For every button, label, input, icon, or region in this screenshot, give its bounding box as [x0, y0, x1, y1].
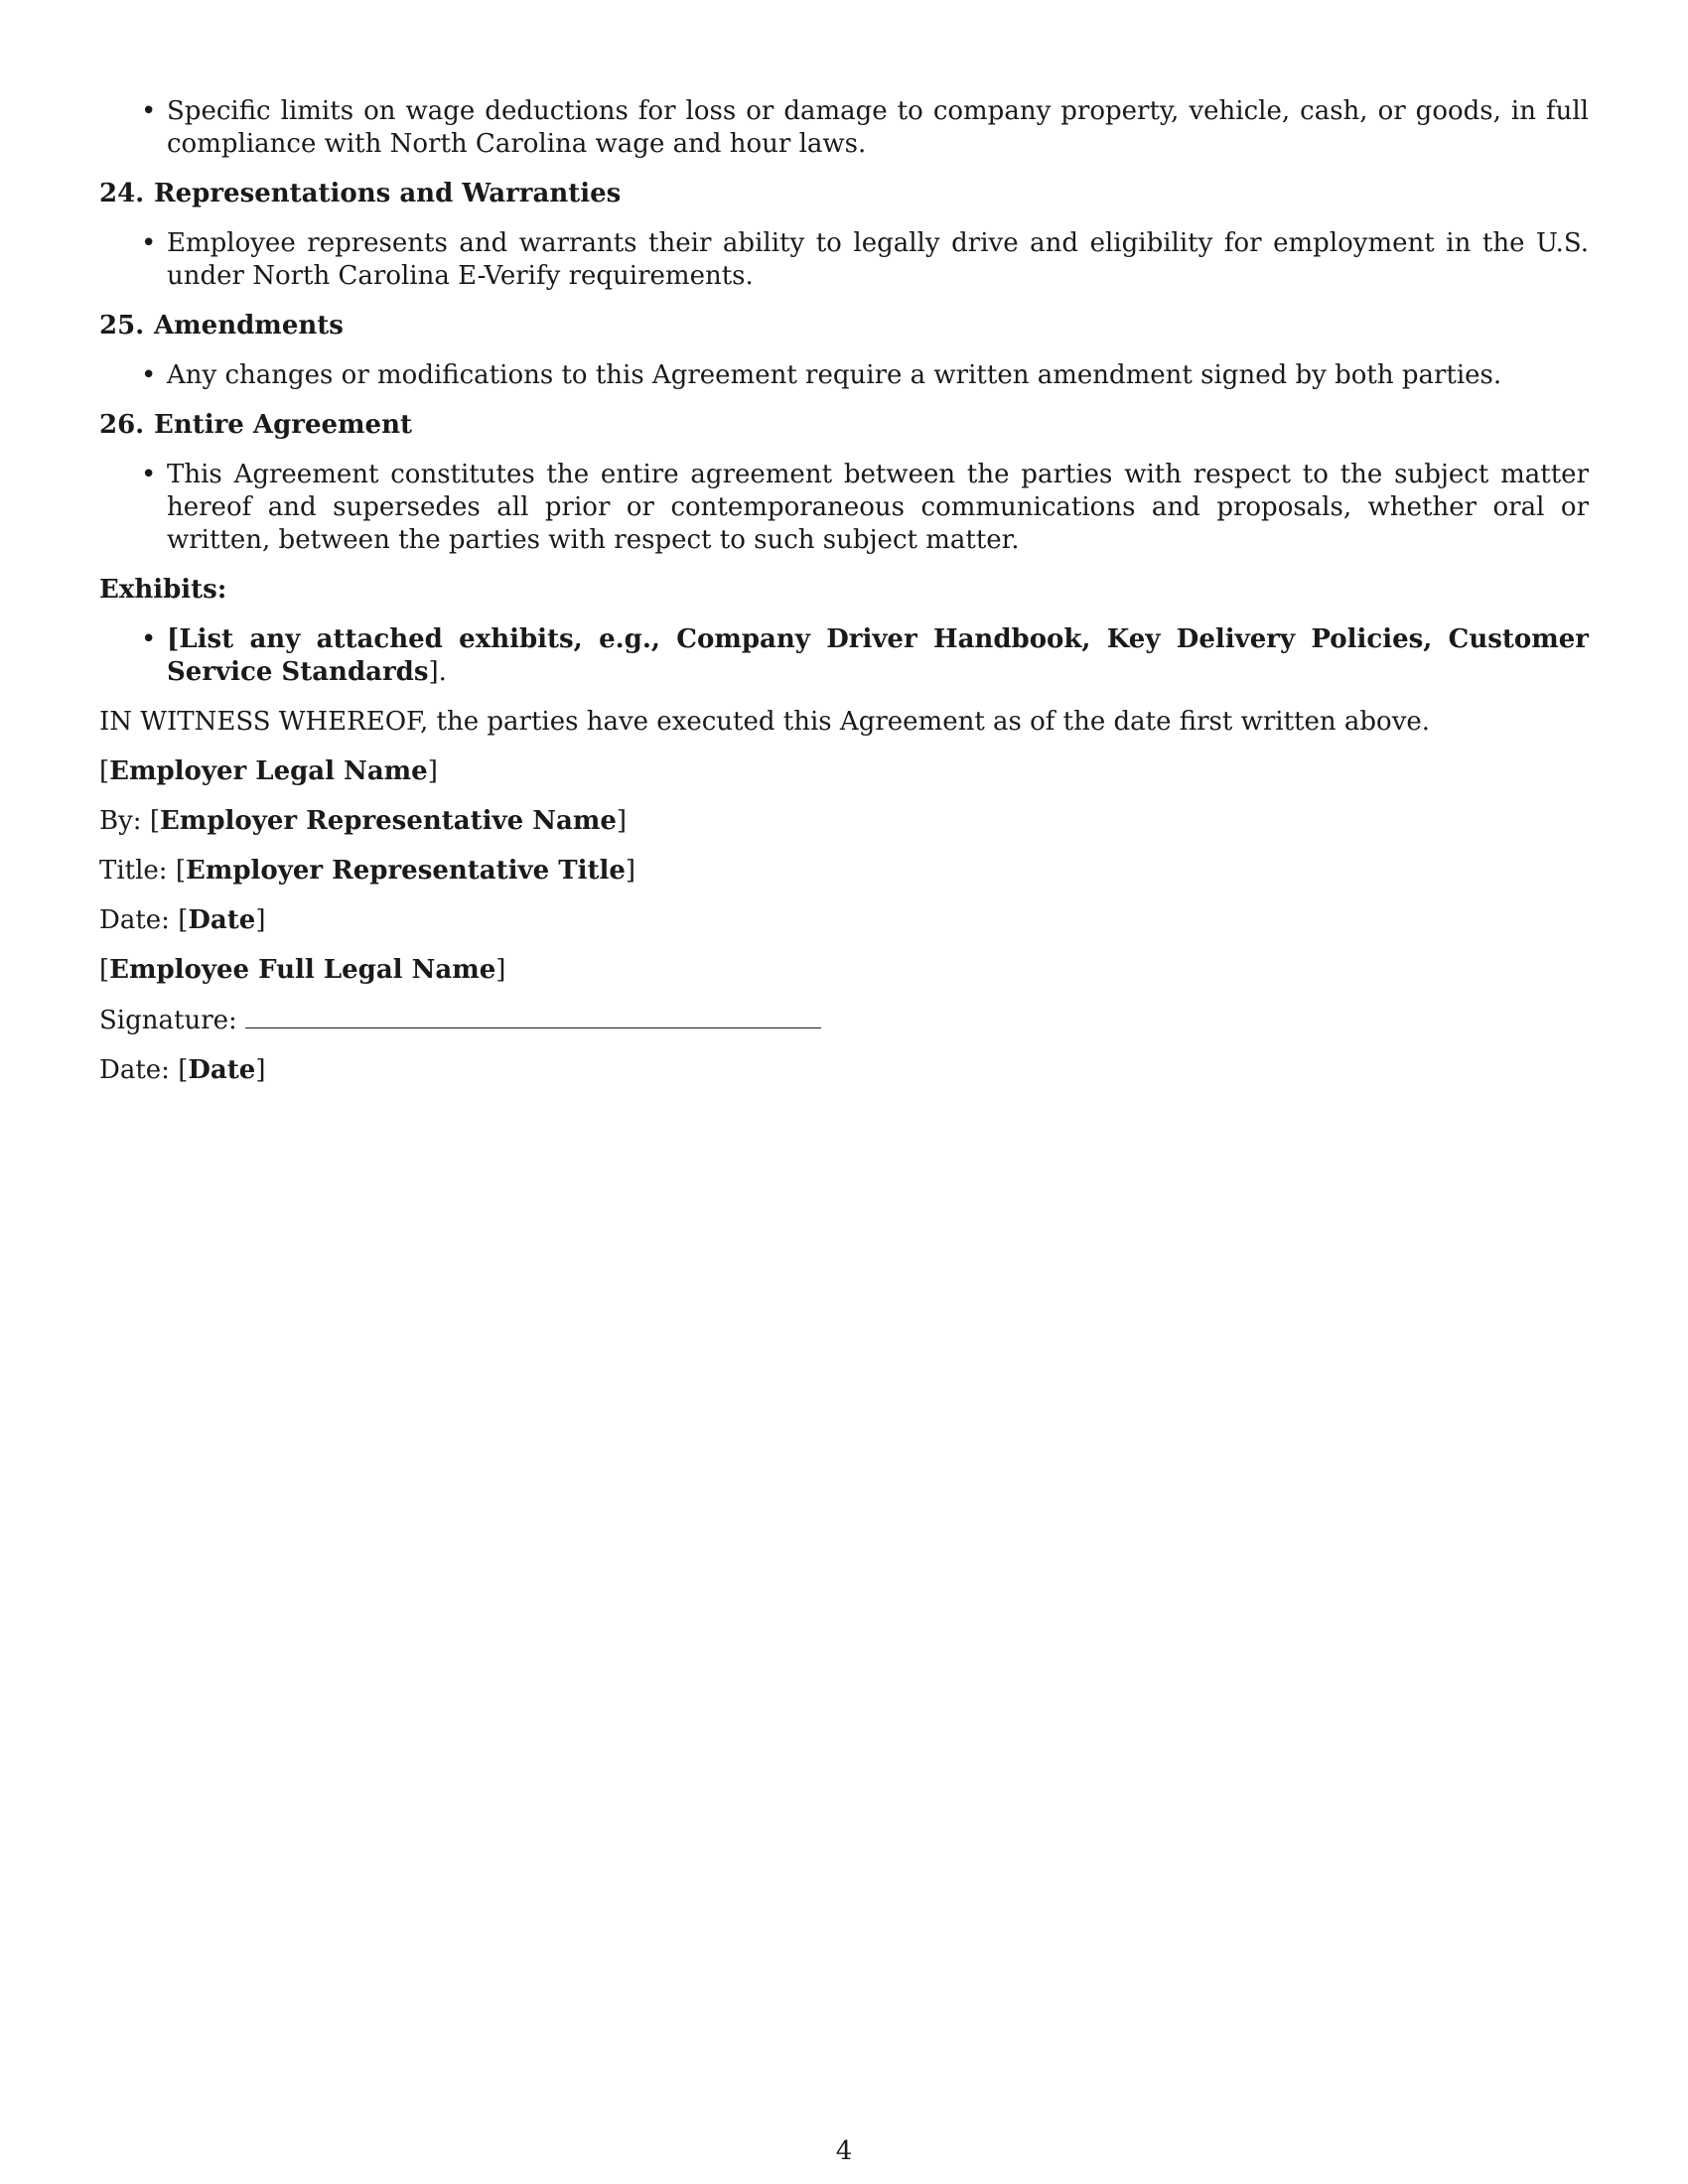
- list-item: [99, 95, 1589, 161]
- signature-field[interactable]: [245, 1004, 821, 1028]
- exhibits-heading: Exhibits:: [99, 575, 227, 605]
- bullet-icon: •: [141, 624, 157, 654]
- list-item: [99, 227, 1589, 293]
- amendments-bullet-text: Any changes or modifications to this Agreement require a written amendment signed by both parties.: [167, 360, 1502, 390]
- exhibits-open-bracket: [: [167, 624, 180, 654]
- list-item: [99, 623, 1589, 689]
- employer-representative-title: Employer Representative Title: [186, 856, 626, 886]
- page-number: 4: [835, 2136, 853, 2166]
- employer-title-line: Title: [Employer Representative Title]: [99, 856, 636, 886]
- date-label: Date:: [99, 905, 170, 935]
- section-number: 25.: [99, 311, 145, 341]
- section-heading-26: [99, 409, 1589, 442]
- employer-legal-name-value: Employer Legal Name: [109, 756, 428, 786]
- bullet-icon: •: [141, 360, 157, 390]
- witness-statement: IN WITNESS WHEREOF, the parties have executed this Agreement as of the date first written above.: [99, 707, 1431, 737]
- by-label: By:: [99, 806, 142, 836]
- bullet-icon: •: [141, 96, 157, 126]
- entire-agreement-bullet-text: This Agreement constitutes the entire agreement between the parties with respect to the subject matter hereof and supersedes all prior or contemporaneous communications and proposals, whether oral or written, between the parties with respect to such subject matter.: [167, 460, 1589, 555]
- list-item: [99, 359, 1589, 392]
- exhibits-item-text: List any attached exhibits, e.g., Company Driver Handbook, Key Delivery Policies, Customer Service Standards: [167, 624, 1589, 687]
- signature-label: Signature:: [99, 1006, 237, 1035]
- wage-deduction-bullet-text: Specific limits on wage deductions for loss or damage to company property, vehicle, cash, or goods, in full compliance with North Carolina wage and hour laws.: [167, 96, 1589, 159]
- employee-legal-name: [Employee Full Legal Name]: [99, 955, 506, 985]
- exhibits-close: ].: [428, 657, 447, 687]
- employee-legal-name-value: Employee Full Legal Name: [109, 955, 496, 985]
- employer-by-line: By: [Employer Representative Name]: [99, 806, 628, 836]
- employer-date-line: Date: [Date]: [99, 905, 266, 935]
- section-heading-24: [99, 178, 1589, 210]
- employer-representative-name: Employer Representative Name: [159, 806, 617, 836]
- section-title: Amendments: [154, 311, 344, 341]
- date-label: Date:: [99, 1055, 170, 1085]
- employer-date-value: Date: [188, 905, 256, 935]
- document-body: [99, 95, 1589, 1087]
- employer-legal-name: [Employer Legal Name]: [99, 756, 438, 786]
- employee-signature-line: [99, 1004, 1589, 1037]
- bullet-icon: •: [141, 460, 157, 489]
- section-title: Representations and Warranties: [154, 179, 622, 208]
- section-number: 26.: [99, 410, 145, 440]
- title-label: Title:: [99, 856, 168, 886]
- list-item: [99, 459, 1589, 557]
- section-title: Entire Agreement: [154, 410, 412, 440]
- section-heading-25: [99, 310, 1589, 342]
- employee-date-line: Date: [Date]: [99, 1055, 266, 1085]
- employee-date-value: Date: [188, 1055, 256, 1085]
- representations-bullet-text: Employee represents and warrants their ability to legally drive and eligibility for employment in the U.S. under North Carolina E-Verify requirements.: [167, 228, 1589, 291]
- section-number: 24.: [99, 179, 145, 208]
- bullet-icon: •: [141, 228, 157, 258]
